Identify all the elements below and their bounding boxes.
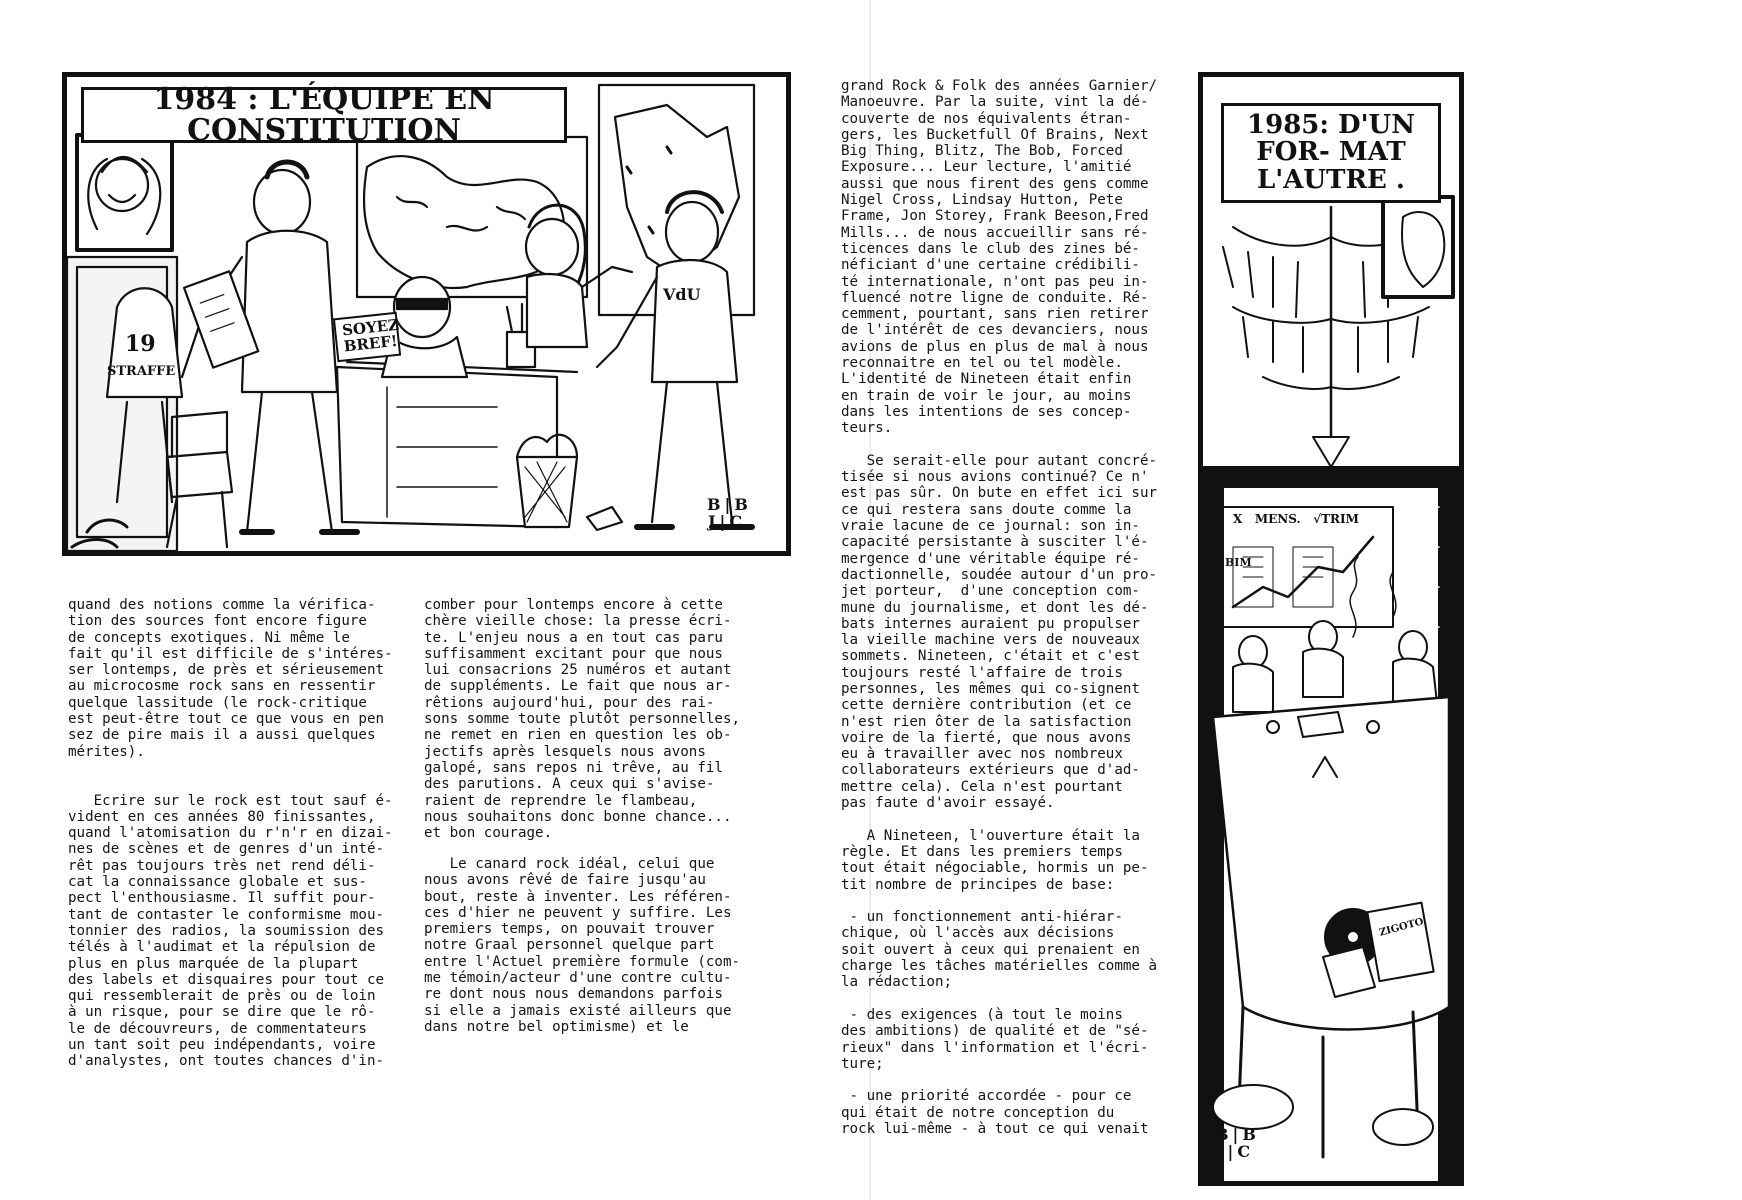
desk-sign: SOYEZ BREF! [333, 312, 401, 362]
text-column-right: grand Rock & Folk des années Garnier/ Manoeuvre. Par la suite, vint la dé- couverte de nos équivalents étran- gers, les Bucketfull Of Brains, Next Big Thing, Blitz, The Bob, Forced Exposure... Leur lecture, l'amitié aussi que nous firent des gens comme Nigel Cross, Lindsay Hutton, Pete Frame, Jon Storey, Frank Beeson,Fred Mills... de nous accueillir sans ré- ticences dans le club des zines bé- néficiant d'une certaine crédibili- té internationale, n'ont pas peu in- fluencé notre ligne de conduite. Ré- cemment, pourtant, sans rien retirer de l'intérêt de ces devanciers, nous avions de plus en plus de mal à nous reconnaitre en tel ou tel modèle. L'identité de Nineteen était enfin en train de voir le jour, au moins dans les intentions de ses concep- teurs. Se serait-elle pour autant concré- tisée si nous avions continué? Ce n' est pas sûr. On bute en effet ici sur ce qui restera sans doute comme la vraie lacune de ce journal: son in- capacité persistante à susciter l'é- mergence d'une véritable équipe ré- dactionnelle, soudée autour d'un pro- jet porteur, d'une conception com- mune du journalisme, et dont les dé- bats internes auraient pu propulser la vieille machine vers de nouveaux sommets. Nineteen, c'était et c'est toujours resté l'affaire de trois personnes, les mêmes qui co-signent cette dernière contribution (et ce n'est rien ôter de la satisfaction voire de la fierté, que nous avons eu à travailler avec nos nombreux collaborateurs extérieurs que d'ad- mettre cela). Cela n'est pourtant pas faute d'avoir essayé. A Nineteen, l'ouverture était la règle. Et dans les premiers temps tout était négociable, hormis un pe- tit nombre de principes de base: - un fonctionnement anti-hiérar- chique, où l'accès aux décisions soit ouvert à ceux qui prenaient en charge les tâches matérielles comme à la rédaction; - des exigences (à tout le moins des ambitions) de qualité et de "sé- rieux" dans l'information et l'écri- ture; - une priorité accordée - pour ce qui était de notre conception du rock lui-même - à tout ce qui venait [841, 78, 1158, 1137]
right-page [841, 0, 1742, 1200]
comic-panel-1985 [1198, 72, 1464, 1186]
shirt-word: STRAFFE [107, 364, 176, 379]
comic-title-1985: 1985: D'UN FOR- MAT L'AUTRE . [1221, 103, 1441, 203]
comic-panel-1984 [62, 72, 791, 556]
shirt-number: 19 [125, 331, 156, 357]
jacket-letters: VdU [663, 285, 701, 304]
artist-signature-1985: B|B J|C [1215, 1125, 1260, 1161]
chalkboard-side-label: BIM [1225, 556, 1252, 569]
comic-title-1984: 1984 : L'ÉQUIPE EN CONSTITUTION [81, 87, 567, 143]
comic-illustration-1984 [67, 77, 786, 551]
record-sleeve-label: ZIGOTO [1378, 916, 1425, 939]
text-column-left-1: quand des notions comme la vérifica- tion des sources font encore figure de concepts exotiques. Ni même le fait qu'il est difficile de s'intéres- ser lontemps, de près et sérieusement au microcosme rock sans en ressentir quelque lassitude (le rock-critique est peut-être tout ce que vous en pen sez de pire mais il a aussi quelques mérites). Ecrire sur le rock est tout sauf é- vident en ces années 80 finissantes, quand l'atomisation du r'n'r en dizai- nes de scènes et de genres d'un inté- rêt pas toujours très net rend déli- cat la connaissance globale et sus- pect l'enthousiasme. Il suffit pour- tant de contaster le conformisme mou- tonnier des radios, la soumission des télés à l'audimat et la répulsion de plus en plus marquée de la plupart des labels et disquaires pour tout ce qui ressemblerait de près ou de loin à un risque, pour se dire que le rô- le de découvreurs, de commentateurs un tant soit peu indépendants, voire d'analystes, ont toutes chances d'in- [68, 597, 393, 1070]
chalkboard-labels: X MENS. √TRIM [1233, 512, 1359, 526]
comic-illustration-1985 [1203, 77, 1459, 1181]
text-column-left-2b: Le canard rock idéal, celui que nous avons rêvé de faire jusqu'au bout, reste à inventer. Les référen- ces d'hier ne peuvent y suffire. Les premiers temps, on pouvait trouver notre Graal personnel quelque part entre l'Actuel première formule (com- me témoin/acteur d'une contre cultu- re dont nous nous demandons parfois si elle a jamais existé ailleurs que dans notre bel optimisme) et le [424, 856, 741, 1035]
text-column-left-2a: comber pour lontemps encore à cette chère vieille chose: la presse écri- te. L'enjeu nous a en tout cas paru suffisamment excitant pour que nous lui consacrions 25 numéros et autant de suppléments. Le fait que nous ar- rêtions aujourd'hui, pour des rai- sons somme toute plutôt personnelles, ne remet en rien en question les ob- jectifs après lesquels nous avons galopé, sans repos ni trêve, au fil des parutions. A ceux qui s'avise- raient de reprendre le flambeau, nous souhaitons donc bonne chance... et bon courage. [424, 597, 741, 842]
artist-signature-1984: B|B J|C [707, 495, 752, 531]
